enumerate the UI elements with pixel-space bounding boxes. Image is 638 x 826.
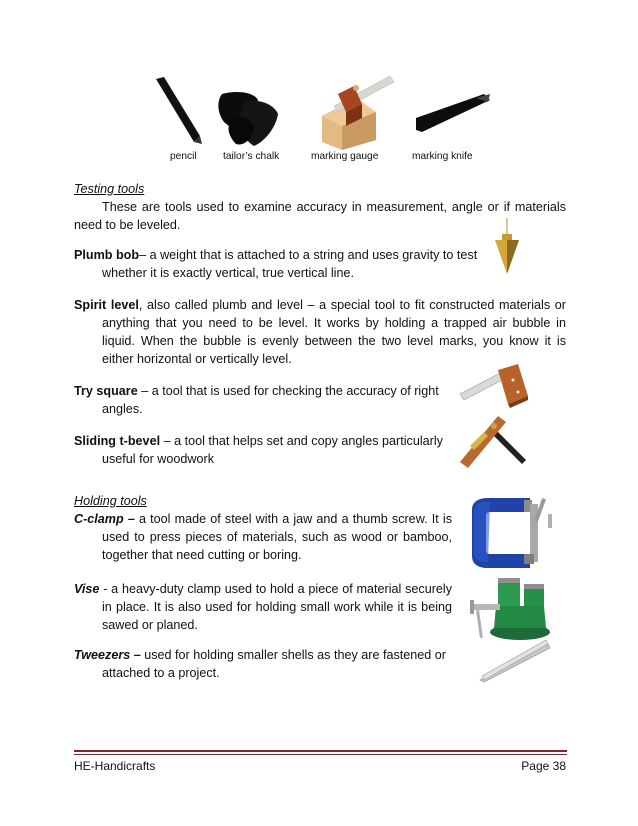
marking-gauge-icon: [314, 70, 394, 150]
plumb-bob-term: Plumb bob: [74, 248, 140, 262]
tweezers-icon: [478, 640, 552, 684]
c-clamp-entry: [74, 510, 452, 564]
c-clamp-icon: [464, 496, 560, 570]
sliding-bevel-definition: – a tool that helps set and copy angles particularly useful for woodwork: [102, 434, 443, 466]
tweezers-entry: [74, 646, 459, 682]
holding-tools-heading: Holding tools: [74, 494, 147, 508]
sliding-bevel-entry: [74, 432, 459, 468]
marking-gauge-caption: marking gauge: [311, 151, 379, 162]
tweezers-definition: used for holding smaller shells as they are fastened or attached to a project.: [102, 648, 446, 680]
plumb-bob-entry: [74, 246, 494, 282]
try-square-term: Try square: [74, 384, 138, 398]
spirit-level-entry: [74, 296, 566, 368]
plumb-bob-definition: – a weight that is attached to a string and uses gravity to test whether it is exactly vertical, true vertical line.: [102, 248, 478, 280]
tailors-chalk-icon: [214, 90, 284, 150]
testing-tools-intro: These are tools used to examine accuracy in measurement, angle or if materials need to be leveled.: [74, 200, 566, 232]
tweezers-term: Tweezers –: [74, 648, 141, 662]
sliding-bevel-icon: [458, 410, 528, 466]
footer-rule-thick: [74, 750, 567, 752]
vise-entry: [74, 580, 452, 634]
tailors-chalk-caption: tailor’s chalk: [223, 151, 280, 162]
footer-page-number: Page 38: [521, 759, 566, 773]
marking-knife-icon: [414, 92, 492, 134]
try-square-icon: [458, 364, 528, 414]
vise-term: Vise: [74, 582, 100, 596]
c-clamp-definition: a tool made of steel with a jaw and a thumb screw. It is used to press pieces of materials, such as wood or bamboo, together that need cutting or boring.: [102, 512, 452, 562]
footer-rule-thin: [74, 754, 567, 755]
vise-definition: - a heavy-duty clamp used to hold a piece of material securely in place. It is also used for holding small work while it is being sawed or planed.: [99, 582, 452, 632]
marking-knife-caption: marking knife: [412, 151, 473, 162]
try-square-definition: – a tool that is used for checking the accuracy of right angles.: [102, 384, 439, 416]
vise-icon: [468, 570, 558, 642]
footer-left: HE-Handicrafts: [74, 759, 156, 773]
testing-tools-heading: Testing tools: [74, 182, 145, 196]
spirit-level-term: Spirit level: [74, 298, 139, 312]
pencil-icon: [150, 76, 210, 146]
c-clamp-term: C-clamp –: [74, 512, 135, 526]
try-square-entry: [74, 382, 459, 418]
sliding-bevel-term: Sliding t-bevel: [74, 434, 161, 448]
spirit-level-definition: , also called plumb and level – a special tool to fit constructed materials or anything that you need to be level. It works by holding a trapped air bubble in liquid. When the bubble is evenly between the two level marks, you know it is either horizontal or vertically level.: [102, 298, 566, 366]
plumb-bob-icon: [492, 218, 522, 276]
pencil-caption: pencil: [170, 151, 197, 162]
